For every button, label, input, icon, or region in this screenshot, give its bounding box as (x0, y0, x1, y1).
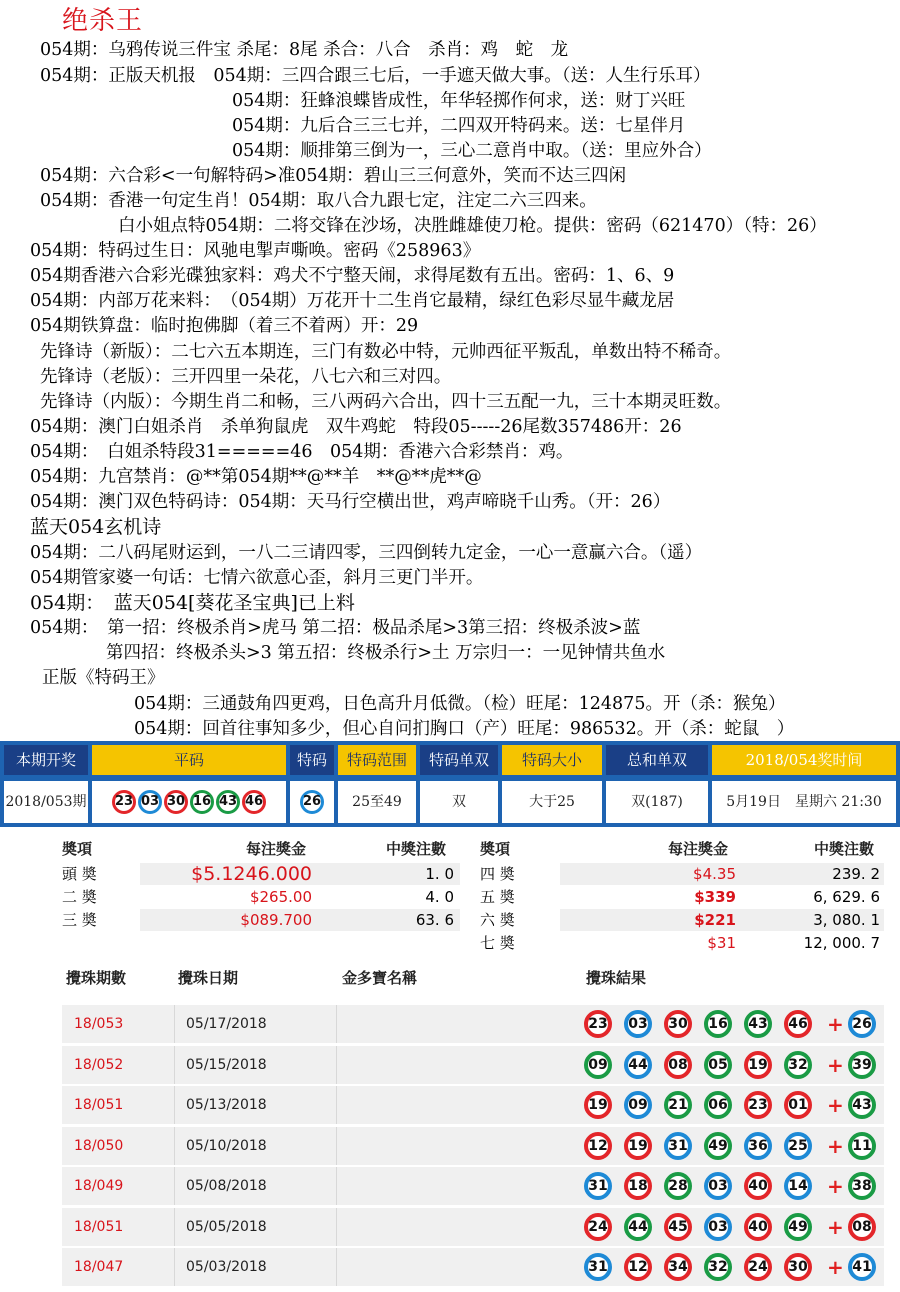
history-date: 05/08/2018 (186, 1178, 267, 1194)
prediction-line: 054期： 第一招：终极杀肖>虎马 第二招：极品杀尾>3第三招：终极杀波>蓝 (30, 618, 641, 638)
history-period: 18/050 (74, 1137, 124, 1154)
prize-amount: $5.1246.000 (191, 863, 312, 885)
history-ball: 31 (664, 1132, 692, 1160)
prediction-line: 蓝天054玄机诗 (30, 516, 162, 538)
history-ball: 19 (624, 1132, 652, 1160)
history-ball: 44 (624, 1213, 652, 1241)
history-row (62, 1127, 884, 1165)
history-row (62, 1167, 884, 1205)
history-date: 05/13/2018 (186, 1097, 267, 1113)
prize-header: 奬項 (480, 840, 511, 858)
history-special-ball: 11 (848, 1132, 876, 1160)
history-header: 攪珠期數 (66, 969, 127, 987)
history-ball: 30 (784, 1253, 812, 1281)
history-ball: 31 (584, 1172, 612, 1200)
history-date: 05/15/2018 (186, 1056, 267, 1073)
prediction-line: 054期：顺排第三倒为一，三心二意肖中取。（送：里应外合） (232, 141, 712, 161)
draw-range: 25至49 (338, 781, 416, 823)
history-ball: 05 (704, 1051, 732, 1079)
prize-name: 七 奬 (480, 934, 515, 952)
prize-header: 每注獎金 (246, 840, 307, 858)
history-ball: 24 (744, 1253, 772, 1281)
page-title: 绝杀王 (62, 6, 144, 36)
prize-name: 四 奬 (480, 865, 515, 883)
prediction-line: 白小姐点特054期：二将交锋在沙场，决胜雌雄使刀枪。提供：密码（621470）（特：26） (118, 216, 827, 236)
history-date: 05/17/2018 (186, 1016, 267, 1032)
draw-next-time: 5月19日 星期六 21:30 (712, 781, 896, 823)
draw-ball: 03 (138, 790, 162, 814)
history-ball: 08 (664, 1051, 692, 1079)
prediction-line: 054期：九宫禁肖：@**第054期**@**羊 **@**虎**@ (30, 467, 482, 487)
history-col-separator (336, 1127, 337, 1165)
history-special-ball: 08 (848, 1213, 876, 1241)
history-date: 05/03/2018 (186, 1259, 267, 1275)
prize-header: 中獎注數 (386, 840, 447, 858)
prize-count: 239. 2 (832, 865, 880, 883)
prediction-line: 054期：六合彩<一句解特码>准054期：碧山三三何意外，笑而不达三四闲 (40, 166, 627, 186)
history-col-separator (174, 1046, 175, 1084)
prize-count: 4. 0 (425, 888, 454, 906)
history-ball: 30 (664, 1010, 692, 1038)
prize-header: 奬項 (62, 840, 93, 858)
history-period: 18/051 (74, 1218, 124, 1235)
history-ball: 14 (784, 1172, 812, 1200)
history-ball: 44 (624, 1051, 652, 1079)
draw-ball: 43 (216, 790, 240, 814)
history-period: 18/049 (74, 1178, 124, 1194)
prize-name: 六 奬 (480, 911, 515, 929)
prize-header: 每注獎金 (668, 840, 729, 858)
draw-ball: 16 (190, 790, 214, 814)
history-row (62, 1248, 884, 1286)
history-ball: 49 (704, 1132, 732, 1160)
history-header: 攪珠日期 (178, 969, 239, 987)
draw-special-ball (290, 781, 334, 823)
prize-amount: $339 (694, 888, 736, 906)
plus-icon: + (827, 1214, 844, 1239)
history-ball: 12 (584, 1132, 612, 1160)
history-ball: 36 (744, 1132, 772, 1160)
history-col-separator (336, 1248, 337, 1286)
prediction-line: 054期：澳门白姐杀肖 杀单狗鼠虎 双牛鸡蛇 特段05-----26尾数357486开：26 (30, 417, 682, 437)
history-ball: 28 (664, 1172, 692, 1200)
draw-special-number: 26 (300, 790, 324, 814)
plus-icon: + (827, 1133, 844, 1158)
history-period: 18/051 (74, 1097, 124, 1113)
history-ball: 45 (664, 1213, 692, 1241)
draw-sum-odd-even: 双(187) (606, 781, 708, 823)
prediction-line: 054期：内部万花来料： （054期）万花开十二生肖它最精，绿红色彩尽显牛藏龙居 (30, 291, 675, 311)
history-col-separator (174, 1208, 175, 1246)
history-ball: 19 (744, 1051, 772, 1079)
prize-name: 五 奬 (480, 888, 515, 906)
history-col-separator (336, 1086, 337, 1124)
history-ball: 34 (664, 1253, 692, 1281)
history-ball: 09 (584, 1051, 612, 1079)
draw-header-big-small: 特码大小 (502, 745, 602, 775)
prediction-line: 054期：狂蜂浪蝶皆成性，年华轻掷作何求，送：财丁兴旺 (232, 91, 686, 111)
history-row (62, 1046, 884, 1084)
history-col-separator (336, 1005, 337, 1043)
prize-amount: $31 (707, 934, 736, 952)
history-row (62, 1208, 884, 1246)
prediction-line: 054期：特码过生日：风驰电掣声嘶唤。密码《258963》 (30, 241, 481, 261)
history-ball: 40 (744, 1172, 772, 1200)
history-col-separator (336, 1167, 337, 1205)
prediction-line: 054期铁算盘：临时抱佛脚（着三不着两）开：29 (30, 316, 419, 336)
history-ball: 21 (664, 1091, 692, 1119)
history-ball: 25 (784, 1132, 812, 1160)
prediction-line: 054期：回首往事知多少，但心自问扪胸口（产）旺尾：986532。开（杀：蛇鼠 ） (134, 719, 795, 739)
prediction-line: 第四招：终极杀头>3 第五招：终极杀行>土 万宗归一：一见钟情共鱼水 (106, 643, 666, 663)
draw-header-row (0, 745, 900, 775)
draw-normal-balls (92, 781, 286, 823)
draw-odd-even: 双 (420, 781, 498, 823)
history-ball: 43 (744, 1010, 772, 1038)
prediction-line: 正版《特码王》 (42, 668, 165, 688)
prediction-line: 054期：香港一句定生肖！054期：取八合九跟七定，注定二六三四来。 (40, 191, 597, 211)
history-col-separator (174, 1167, 175, 1205)
prize-count: 3, 080. 1 (813, 911, 880, 929)
draw-header-time: 2018/054奖时间 (712, 745, 896, 775)
history-date: 05/10/2018 (186, 1137, 267, 1154)
history-col-separator (174, 1248, 175, 1286)
prize-amount: $089.700 (240, 911, 312, 929)
history-ball: 16 (704, 1010, 732, 1038)
history-ball: 12 (624, 1253, 652, 1281)
draw-ball: 23 (112, 790, 136, 814)
plus-icon: + (827, 1174, 844, 1198)
history-ball: 03 (704, 1172, 732, 1200)
history-ball: 23 (744, 1091, 772, 1119)
plus-icon: + (827, 1093, 844, 1117)
prize-name: 三 奬 (62, 911, 97, 929)
prize-amount: $221 (694, 911, 736, 929)
draw-result-table (0, 741, 900, 827)
prize-count: 63. 6 (415, 911, 454, 929)
history-special-ball: 39 (848, 1051, 876, 1079)
prediction-line: 054期： 蓝天054[葵花圣宝典]已上料 (30, 592, 355, 614)
draw-ball: 46 (242, 790, 266, 814)
draw-big-small: 大于25 (502, 781, 602, 823)
draw-header-sum: 总和单双 (606, 745, 708, 775)
history-date: 05/05/2018 (186, 1218, 267, 1235)
history-ball: 24 (584, 1213, 612, 1241)
history-special-ball: 41 (848, 1253, 876, 1281)
history-ball: 32 (704, 1253, 732, 1281)
history-special-ball: 43 (848, 1091, 876, 1119)
prize-count: 1. 0 (425, 865, 454, 883)
history-special-ball: 38 (848, 1172, 876, 1200)
draw-header-range: 特码范围 (338, 745, 416, 775)
prediction-line: 054期：二八码尾财运到，一八二三请四零，三四倒转九定金，一心一意赢六合。（遥） (30, 543, 703, 563)
prediction-line: 先锋诗（新版）：二七六五本期连，三门有数必中特，元帅西征平叛乱，单数出特不稀奇。 (40, 342, 732, 362)
prediction-line: 先锋诗（内版）：今期生肖二和畅，三八两码六合出，四十三五配一九，三十本期灵旺数。 (40, 392, 732, 412)
history-ball: 40 (744, 1213, 772, 1241)
history-period: 18/053 (74, 1016, 124, 1032)
history-ball: 23 (584, 1010, 612, 1038)
history-ball: 01 (784, 1091, 812, 1119)
history-row (62, 1086, 884, 1124)
history-ball: 06 (704, 1091, 732, 1119)
prize-name: 頭 奬 (62, 865, 97, 883)
history-ball: 03 (704, 1213, 732, 1241)
draw-value-row (0, 781, 900, 823)
history-special-ball: 26 (848, 1010, 876, 1038)
history-ball: 32 (784, 1051, 812, 1079)
plus-icon: + (827, 1255, 844, 1279)
draw-header-special: 特码 (290, 745, 334, 775)
prediction-line: 054期：九后合三三七并，二四双开特码来。送：七星伴月 (232, 116, 686, 136)
prediction-line: 054期： 白姐杀特段31=====46 054期：香港六合彩禁肖：鸡。 (30, 442, 574, 462)
history-ball: 03 (624, 1010, 652, 1038)
history-header: 攪珠結果 (586, 969, 647, 987)
history-col-separator (174, 1086, 175, 1124)
prediction-line: 054期：三通鼓角四更鸡，日色高升月低微。（检）旺尾：124875。开（杀：猴兔） (134, 694, 786, 714)
history-ball: 46 (784, 1010, 812, 1038)
history-col-separator (336, 1046, 337, 1084)
history-col-separator (336, 1208, 337, 1246)
prediction-line: 054期：乌鸦传说三件宝 杀尾：8尾 杀合：八合 杀肖：鸡 蛇 龙 (40, 40, 569, 60)
plus-icon: + (827, 1052, 844, 1077)
prize-header: 中獎注數 (814, 840, 875, 858)
history-row (62, 1005, 884, 1043)
history-header: 金多寶名稱 (342, 969, 418, 987)
draw-period: 2018/053期 (4, 781, 88, 823)
prediction-line: 054期香港六合彩光碟独家料：鸡犬不宁整天闹，求得尾数有五出。密码：1、6、9 (30, 266, 675, 286)
prediction-line: 054期管家婆一句话：七情六欲意心歪，斜月三更门半开。 (30, 568, 484, 588)
draw-header-period: 本期开奖 (4, 745, 88, 775)
draw-header-normal: 平码 (92, 745, 286, 775)
history-ball: 49 (784, 1213, 812, 1241)
history-period: 18/047 (74, 1259, 124, 1275)
prize-count: 12, 000. 7 (803, 934, 880, 952)
prize-amount: $265.00 (249, 888, 312, 906)
history-period: 18/052 (74, 1056, 124, 1073)
history-ball: 19 (584, 1091, 612, 1119)
plus-icon: + (827, 1012, 844, 1036)
draw-ball: 30 (164, 790, 188, 814)
history-col-separator (174, 1127, 175, 1165)
history-ball: 31 (584, 1253, 612, 1281)
draw-header-odd-even: 特码单双 (420, 745, 498, 775)
prize-amount: $4.35 (693, 865, 736, 883)
history-col-separator (174, 1005, 175, 1043)
history-ball: 18 (624, 1172, 652, 1200)
prediction-line: 054期：澳门双色特码诗：054期：天马行空横出世，鸡声啼晓千山秀。（开：26） (30, 492, 671, 512)
prediction-line: 054期：正版天机报 054期：三四合跟三七后，一手遮天做大事。（送：人生行乐耳） (40, 66, 711, 86)
prize-name: 二 奬 (62, 888, 97, 906)
history-ball: 09 (624, 1091, 652, 1119)
prediction-line: 先锋诗（老版）：三开四里一朵花，八七六和三对四。 (40, 367, 452, 387)
prize-count: 6, 629. 6 (813, 888, 880, 906)
